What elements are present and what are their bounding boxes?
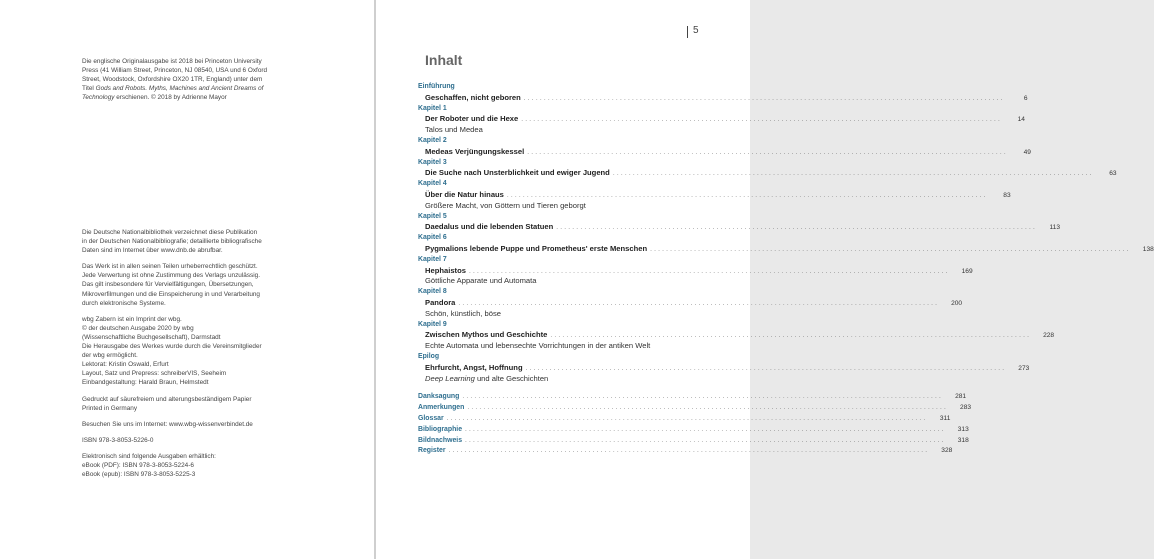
toc-page-number: 138 xyxy=(1142,245,1154,253)
toc-chapter-label: Kapitel 4 xyxy=(418,180,447,188)
toc-page-number: 273 xyxy=(1018,364,1030,372)
imprint-line: Press (41 William Street, Princeton, NJ 08540, USA und 6 Oxford xyxy=(82,67,268,75)
toc-back-matter-item[interactable] xyxy=(418,414,951,425)
toc-page-number: 14 xyxy=(1017,116,1025,124)
toc-entry-title: Bildnachweis xyxy=(418,436,463,444)
toc-chapter-title[interactable] xyxy=(418,189,1011,201)
imprint-line: Das Werk ist in allen seinen Teilen urheberrechtlich geschützt. xyxy=(82,263,258,271)
toc-entry xyxy=(418,392,967,403)
subtitle-italic: Deep Learning xyxy=(425,373,475,383)
toc-chapter-title[interactable] xyxy=(418,114,1025,125)
toc-chapter-label: Epilog xyxy=(418,352,440,360)
toc-entry-title: Über die Natur hinaus xyxy=(425,189,504,199)
toc-page-number: 313 xyxy=(957,425,969,433)
toc-chapter-title[interactable] xyxy=(418,168,1117,179)
imprint-line: Lektorat: Kristin Oswald, Erfurt xyxy=(82,361,169,369)
toc-page-number: 49 xyxy=(1023,148,1031,156)
imprint-line: in der Deutschen Nationalbibliografie; detaillierte bibliografische xyxy=(82,238,262,246)
toc-chapter-title[interactable] xyxy=(418,222,1060,233)
toc-chapter-label: Kapitel 1 xyxy=(418,104,447,112)
imprint-line: der wbg ermöglicht. xyxy=(82,352,138,360)
toc-leader-dots: ........................................................................................................................ xyxy=(612,170,1094,178)
bibliographic-note xyxy=(82,228,292,255)
ebook-note xyxy=(82,452,292,479)
imprint-details xyxy=(82,228,292,486)
page-number: 5 xyxy=(693,25,699,36)
imprint-line: Titel Gods and Robots. Myths, Machines and Ancient Dreams of xyxy=(82,85,264,93)
toc-title: Inhalt xyxy=(425,52,463,68)
toc-leader-dots: ........................................................................................................................ xyxy=(467,404,949,412)
isbn-note xyxy=(82,436,292,445)
imprint-line: Daten sind im Internet über www.dnb.de abrufbar. xyxy=(82,247,223,255)
toc-leader-dots: ........................................................................................................................ xyxy=(458,299,940,307)
toc-leader-dots: ........................................................................................................................ xyxy=(556,224,1037,232)
toc-entry-title: Anmerkungen xyxy=(418,404,465,412)
toc-entry xyxy=(418,446,953,457)
toc-leader-dots: ........................................................................................................................ xyxy=(527,148,1008,156)
toc-leader-dots: ........................................................................................................................ xyxy=(465,436,946,444)
toc-chapter-label: Kapitel 7 xyxy=(418,255,447,263)
imprint-line: Elektronisch sind folgende Ausgaben erhältlich: xyxy=(82,452,216,460)
toc-page-number: 113 xyxy=(1049,224,1060,232)
imprint-line: Die Herausgabe des Werkes wurde durch die Vereinsmitglieder xyxy=(82,343,262,351)
toc-chapter-subtitle: Größere Macht, von Göttern und Tieren geborgt xyxy=(425,200,586,210)
imprint-line: ISBN 978-3-8053-5226-0 xyxy=(82,436,154,444)
toc-chapter-label: Kapitel 8 xyxy=(418,288,447,296)
book-title-italic: Gods and Robots. Myths, Machines and Ancient Dreams of xyxy=(95,85,264,93)
toc-leader-dots: ........................................................................................................................ xyxy=(462,393,944,401)
toc-entry-title: Die Suche nach Unsterblichkeit und ewiger Jugend xyxy=(425,168,610,178)
toc-page-number: 318 xyxy=(957,436,969,444)
imprint-line: eBook (PDF): ISBN 978-3-8053-5224-6 xyxy=(82,461,194,469)
toc-leader-dots: ........................................................................................................................ xyxy=(523,94,1005,102)
toc-entry xyxy=(418,425,969,436)
toc-entry xyxy=(418,403,972,414)
toc-entry-title: Hephaistos xyxy=(425,265,466,275)
toc-entry-title: Ehrfurcht, Angst, Hoffnung xyxy=(425,362,523,372)
imprint-line: Mikroverfilmungen und die Einspeicherung in und Verarbeitung xyxy=(82,290,260,298)
toc-entry-title: Geschaffen, nicht geboren xyxy=(425,92,521,102)
toc-chapter-title[interactable] xyxy=(418,330,1055,341)
toc-chapter-label: Einführung xyxy=(418,83,455,90)
toc-page-number: 281 xyxy=(955,393,967,401)
imprint-line: Technology erschienen. © 2018 by Adrienne Mayor xyxy=(82,94,227,102)
toc-leader-dots: ........................................................................................................................ xyxy=(448,447,930,455)
toc-back-matter-item[interactable] xyxy=(418,392,967,403)
toc-entry-title: Der Roboter und die Hexe xyxy=(425,114,519,124)
toc-entry xyxy=(418,436,969,447)
imprint-line: wbg Zabern ist ein Imprint der wbg. xyxy=(82,315,182,323)
imprint-line: Das gilt insbesondere für Vervielfältigungen, Übersetzungen, xyxy=(82,281,254,289)
imprint-line: Die englische Originalausgabe ist 2018 bei Princeton University xyxy=(82,58,262,65)
imprint-line: (Wissenschaftliche Buchgesellschaft), Darmstadt xyxy=(82,333,221,341)
toc-back-matter-item[interactable] xyxy=(418,425,969,436)
table-of-contents xyxy=(418,82,1154,457)
toc-chapter-subtitle: Talos und Medea xyxy=(425,125,483,135)
toc-entry-title: Glossar xyxy=(418,414,444,422)
toc-page-number: 169 xyxy=(961,267,973,275)
toc-chapter-title[interactable] xyxy=(418,362,1030,374)
toc-chapter-title[interactable] xyxy=(418,297,963,309)
toc-chapter-label: Kapitel 2 xyxy=(418,136,447,144)
toc-leader-dots: ........................................................................................................................ xyxy=(550,332,1032,340)
toc-page-number: 228 xyxy=(1043,332,1055,340)
left-page xyxy=(0,0,374,559)
toc-entry-title: Medeas Verjüngungskessel xyxy=(425,146,525,156)
toc-chapter-subtitle: Echte Automata und lebensechte Vorrichtungen in der antiken Welt xyxy=(425,341,651,351)
toc-leader-dots: ........................................................................................................................ xyxy=(650,245,1131,253)
imprint-line: Einbandgestaltung: Harald Braun, Helmstedt xyxy=(82,379,209,387)
website-note xyxy=(82,420,292,429)
toc-entry-title: Zwischen Mythos und Geschichte xyxy=(425,330,548,340)
toc-chapter-title[interactable] xyxy=(418,243,1154,255)
toc-entry-title: Pandora xyxy=(425,297,456,307)
toc-back-matter-item[interactable] xyxy=(418,446,953,457)
toc-page-number: 283 xyxy=(960,404,972,412)
toc-back-matter-item[interactable] xyxy=(418,436,969,447)
imprint-line: eBook (epub): ISBN 978-3-8053-5225-3 xyxy=(82,471,196,479)
toc-page-number: 83 xyxy=(1003,191,1011,199)
toc-chapter-title[interactable] xyxy=(418,92,1028,104)
toc-entry-title: Pygmalions lebende Puppe und Prometheus' erste Menschen xyxy=(425,243,648,253)
paper-note xyxy=(82,395,292,413)
toc-leader-dots: ........................................................................................................................ xyxy=(525,364,1007,372)
toc-chapter-label: Kapitel 5 xyxy=(418,212,447,220)
toc-chapter-subtitle: Schön, künstlich, böse xyxy=(425,308,501,318)
toc-chapter-label: Kapitel 9 xyxy=(418,320,447,328)
subtitle-rest: und alte Geschichten xyxy=(474,373,549,383)
imprint-line: Printed in Germany xyxy=(82,404,138,412)
imprint-line: Street, Woodstock, Oxfordshire OX20 1TR, England) unter dem xyxy=(82,76,263,84)
toc-leader-dots: ........................................................................................................................ xyxy=(465,425,946,433)
imprint-line: Layout, Satz und Prepress: schreiberVIS, Seeheim xyxy=(82,370,227,378)
toc-page-number: 328 xyxy=(941,447,953,455)
toc-chapter-label: Kapitel 6 xyxy=(418,234,447,242)
imprint-line: Jede Verwertung ist ohne Zustimmung des Verlags unzulässig. xyxy=(82,272,260,280)
imprint-line: Besuchen Sie uns im Internet: www.wbg-wissenverbindet.de xyxy=(82,420,253,428)
imprint-line: Die Deutsche Nationalbibliothek verzeichnet diese Publikation xyxy=(82,229,258,236)
copyright-note xyxy=(82,262,292,307)
imprint-line: © der deutschen Ausgabe 2020 by wbg xyxy=(82,324,194,332)
toc-page-number: 6 xyxy=(1023,94,1028,102)
toc-back-matter-item[interactable] xyxy=(418,403,972,414)
toc-entry-title: Bibliographie xyxy=(418,425,463,433)
toc-entry-title: Register xyxy=(418,447,446,455)
imprint-line: Gedruckt auf säurefreiem und alterungsbeständigem Papier xyxy=(82,395,252,403)
toc-page-number: 200 xyxy=(951,299,963,307)
book-title-italic: Technology xyxy=(82,94,115,102)
toc-page-number: 63 xyxy=(1109,170,1117,178)
toc-leader-dots: ........................................................................................................................ xyxy=(521,116,1002,124)
toc-chapter-subtitle xyxy=(418,374,682,385)
toc-leader-dots: ........................................................................................................................ xyxy=(446,414,928,422)
page-number-rule xyxy=(687,26,688,38)
toc-entry-title: Danksagung xyxy=(418,393,460,401)
toc-page-number: 311 xyxy=(939,414,951,422)
toc-chapter-label: Kapitel 3 xyxy=(418,158,447,166)
toc-entry xyxy=(418,414,951,425)
toc-chapter-title[interactable] xyxy=(418,146,1031,158)
imprint-line: durch elektronische Systeme. xyxy=(82,299,166,307)
toc-chapter-title[interactable] xyxy=(418,265,973,277)
toc-leader-dots: ........................................................................................................................ xyxy=(506,191,988,199)
original-edition-note xyxy=(82,57,292,102)
toc-chapter-subtitle: Göttliche Apparate und Automata xyxy=(425,276,537,286)
toc-leader-dots: ........................................................................................................................ xyxy=(468,267,950,275)
toc-entry-title: Daedalus und die lebenden Statuen xyxy=(425,222,554,232)
publisher-note xyxy=(82,315,292,388)
